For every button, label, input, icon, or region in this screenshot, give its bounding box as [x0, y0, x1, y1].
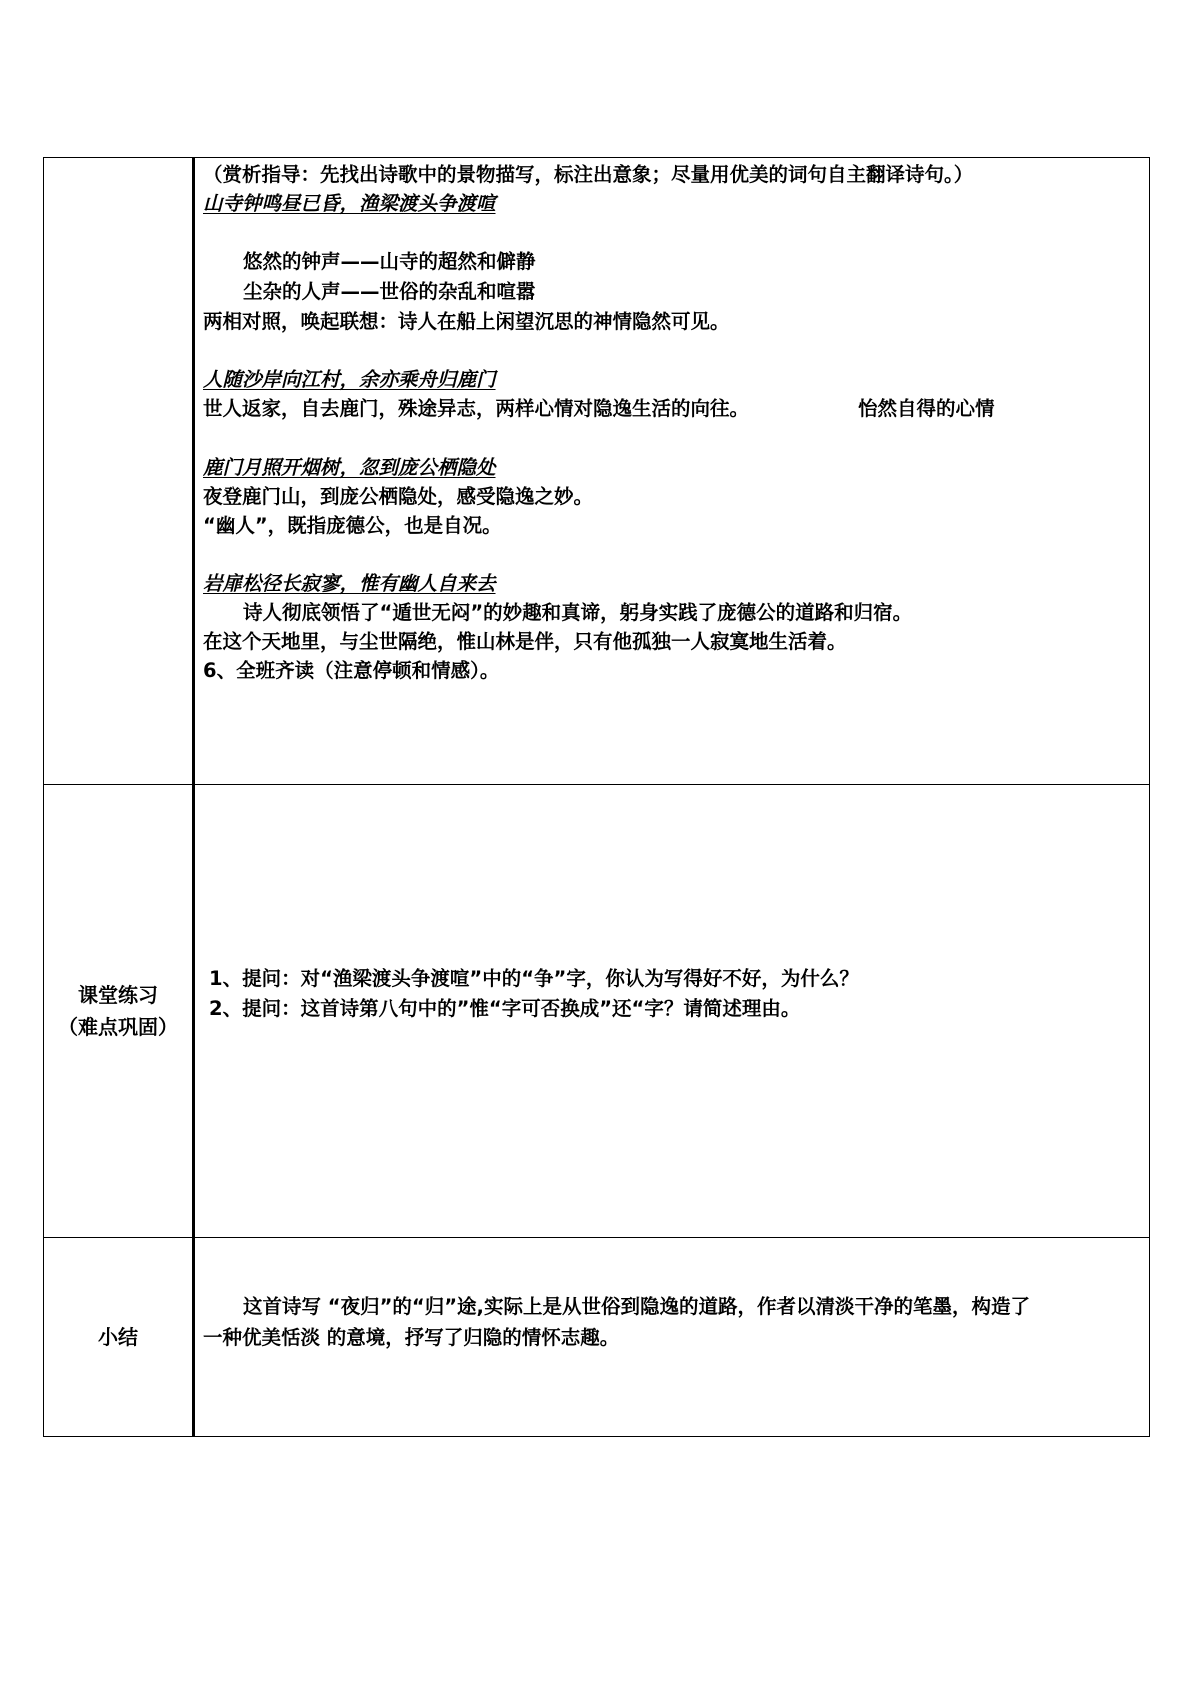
verse-2-note-1: 世人返家，自去鹿门，殊途异志，两样心情对隐逸生活的向往。	[203, 397, 750, 420]
verse-2-aside: 怡然自得的心情	[858, 397, 995, 420]
verse-3-note-2: “幽人”，既指庞德公，也是自况。	[203, 514, 502, 537]
verse-4: 岩扉松径长寂寥，惟有幽人自来去	[203, 572, 496, 595]
verse-1-note-3: 两相对照，唤起联想：诗人在船上闲望沉思的神情隐然可见。	[203, 310, 730, 333]
summary-content-cell	[194, 1238, 1150, 1437]
lesson-plan-table	[43, 157, 1150, 1437]
practice-sublabel: （难点巩固）	[58, 1015, 178, 1039]
analysis-row	[44, 158, 1150, 785]
step-6-text: 6、全班齐读（注意停顿和情感）。	[203, 659, 500, 682]
summary-line-1: 这首诗写 “夜归”的“归”途,实际上是从世俗到隐逸的道路，作者以清淡干净的笔墨，构造了	[243, 1295, 1030, 1318]
verse-1-note-2: 尘杂的人声——世俗的杂乱和喧嚣	[243, 280, 536, 303]
guide-text: （赏析指导：先找出诗歌中的景物描写，标注出意象；尽量用优美的词句自主翻译诗句。）	[203, 163, 974, 186]
summary-label: 小结	[98, 1325, 138, 1349]
summary-line-2: 一种优美恬淡 的意境，抒写了归隐的情怀志趣。	[203, 1326, 620, 1349]
summary-label-cell	[44, 1238, 194, 1437]
practice-row	[44, 785, 1150, 1238]
analysis-label-cell	[44, 158, 194, 785]
verse-4-note-2: 在这个天地里，与尘世隔绝，惟山林是伴，只有他孤独一人寂寞地生活着。	[203, 630, 847, 653]
verse-3: 鹿门月照开烟树，忽到庞公栖隐处	[203, 456, 496, 479]
analysis-content-cell	[194, 158, 1150, 785]
practice-label-cell	[44, 785, 194, 1238]
question-2: 2、提问：这首诗第八句中的”惟“字可否换成”还“字？请简述理由。	[209, 997, 801, 1020]
verse-4-note-1: 诗人彻底领悟了“遁世无闷”的妙趣和真谛，躬身实践了庞德公的道路和归宿。	[243, 601, 913, 624]
verse-2: 人随沙岸向江村，余亦乘舟归鹿门	[203, 368, 496, 391]
question-1: 1、提问：对“渔梁渡头争渡喧”中的“争”字，你认为写得好不好，为什么？	[209, 967, 859, 990]
verse-1: 山寺钟鸣昼已昏，渔梁渡头争渡喧	[203, 192, 496, 215]
verse-1-note-1: 悠然的钟声——山寺的超然和僻静	[243, 250, 536, 273]
practice-content-cell	[194, 785, 1150, 1238]
verse-3-note-1: 夜登鹿门山，到庞公栖隐处，感受隐逸之妙。	[203, 485, 594, 508]
summary-row	[44, 1238, 1150, 1437]
practice-label: 课堂练习	[78, 983, 158, 1007]
